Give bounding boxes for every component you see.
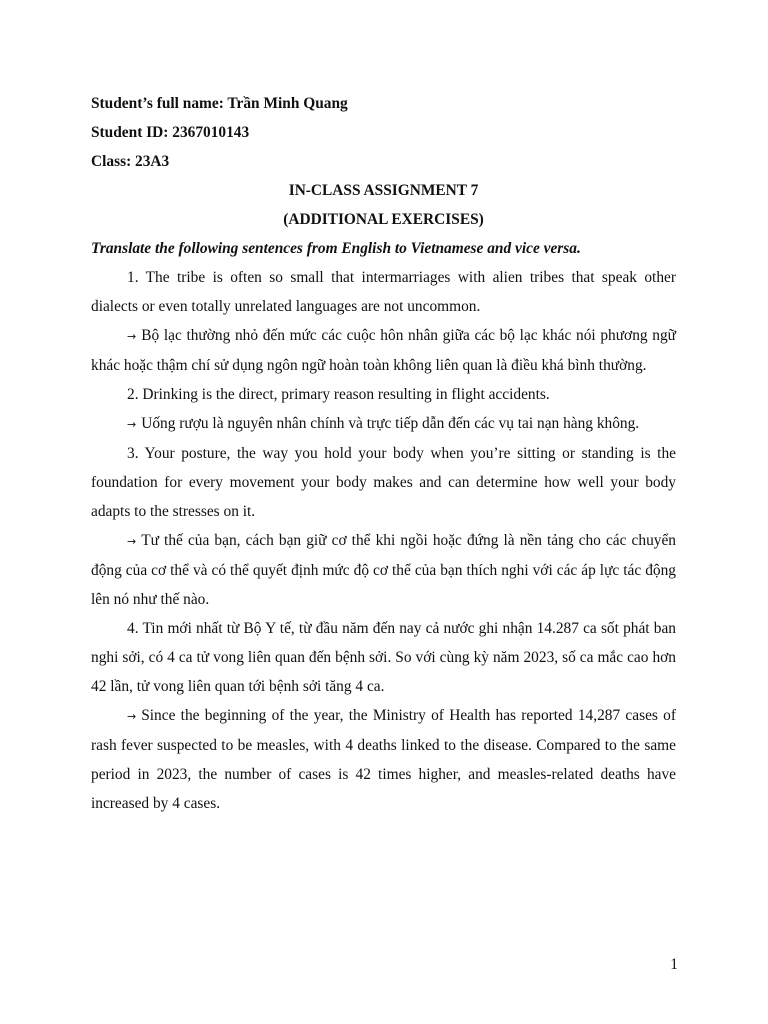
answer-2 [91, 409, 676, 439]
question-2: 2. Drinking is the direct, primary reason resulting in flight accidents. [127, 386, 550, 403]
answer-2-text: Uống rượu là nguyên nhân chính và trực tiếp dẫn đến các vụ tai nạn hàng không. [141, 415, 640, 432]
page-number: 1 [670, 956, 678, 973]
assignment-title: IN-CLASS ASSIGNMENT 7 [288, 182, 479, 199]
arrow-icon: → [127, 710, 137, 723]
student-class: Class: 23A3 [91, 153, 170, 170]
answer-3 [91, 526, 676, 614]
student-name: Student’s full name: Trần Minh Quang [91, 95, 348, 112]
answer-1 [91, 321, 676, 380]
question-4: 4. Tin mới nhất từ Bộ Y tế, từ đầu năm đến nay cả nước ghi nhận 14.287 ca sốt phát ban nghi sởi, có 4 ca tử vong liên quan đến bệnh sởi. So với cùng kỳ năm 2023, số ca mắc cao hơn 42 lần, tử vong liên quan tới bệnh sởi tăng 4 ca. [91, 620, 676, 695]
arrow-icon: → [127, 418, 137, 431]
instruction: Translate the following sentences from English to Vietnamese and vice versa. [91, 240, 581, 257]
answer-4 [91, 701, 676, 818]
answer-1-text: Bộ lạc thường nhỏ đến mức các cuộc hôn nhân giữa các bộ lạc khác nói phương ngữ khác hoặc thậm chí sử dụng ngôn ngữ hoàn toàn không liên quan là điều khá bình thường. [91, 327, 676, 374]
assignment-subtitle: (ADDITIONAL EXERCISES) [283, 211, 484, 228]
arrow-icon: → [127, 535, 137, 548]
student-id: Student ID: 2367010143 [91, 124, 250, 141]
arrow-icon: → [127, 330, 137, 343]
question-3: 3. Your posture, the way you hold your body when you’re sitting or standing is the foundation for every movement your body makes and can determine how well your body adapts to the stresses on it. [91, 445, 676, 520]
answer-3-text: Tư thế của bạn, cách bạn giữ cơ thể khi ngồi hoặc đứng là nền tảng cho các chuyển động của cơ thể và có thể quyết định mức độ cơ thể của bạn thích nghi với các áp lực tác động lên nó như thế nào. [91, 532, 676, 608]
document-page [91, 89, 676, 818]
answer-4-text: Since the beginning of the year, the Ministry of Health has reported 14,287 cases of rash fever suspected to be measles, with 4 deaths linked to the disease. Compared to the same period in 2023, the number of cases is 42 times higher, and measles-related deaths have increased by 4 cases. [91, 707, 676, 812]
question-1: 1. The tribe is often so small that intermarriages with alien tribes that speak other dialects or even totally unrelated languages are not uncommon. [91, 269, 676, 315]
